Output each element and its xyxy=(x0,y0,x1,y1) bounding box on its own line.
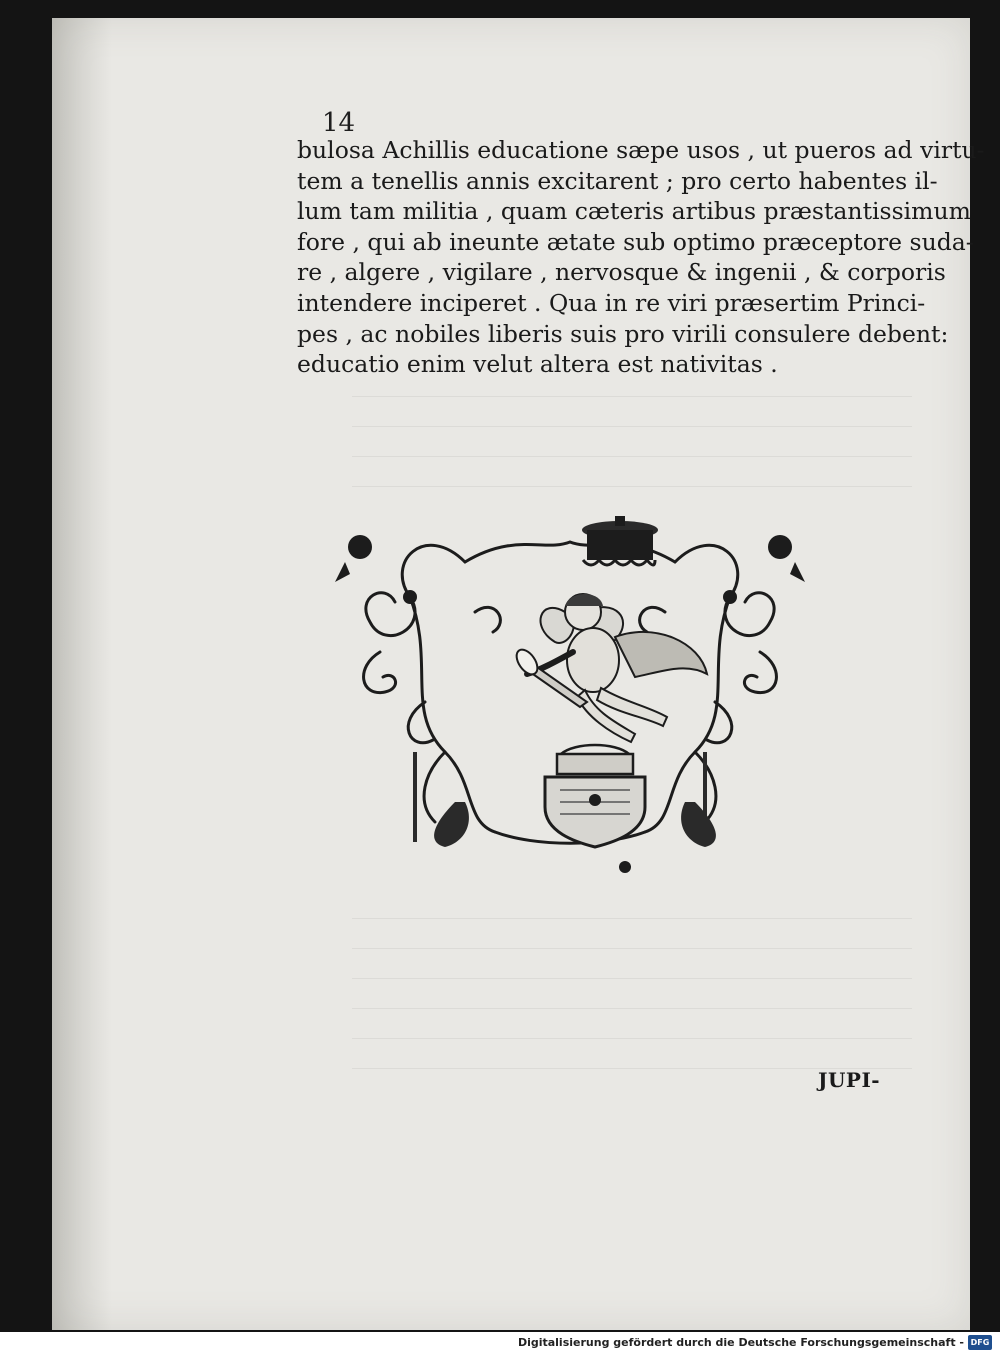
show-through-line xyxy=(352,396,912,397)
page-number: 14 xyxy=(322,108,356,138)
show-through-line xyxy=(352,978,912,979)
text-line: re , algere , vigilare , nervosque & ingenii , & corporis xyxy=(297,258,946,287)
text-line: fore , qui ab ineunte ætate sub optimo præceptore suda- xyxy=(297,227,974,256)
show-through-line xyxy=(352,456,912,457)
text-line: tem a tenellis annis excitarent ; pro certo habentes il- xyxy=(297,166,938,195)
body-text xyxy=(297,135,985,380)
text-line: lum tam militia , quam cæteris artibus præstantissimum xyxy=(297,197,971,226)
text-line: educatio enim velut altera est nativitas . xyxy=(297,350,778,379)
footer-bar xyxy=(0,1332,1000,1355)
show-through-line xyxy=(352,1038,912,1039)
show-through-line xyxy=(352,918,912,919)
text-line: intendere inciperet . Qua in re viri præsertim Princi- xyxy=(297,288,926,317)
ornamental-vignette xyxy=(315,502,825,877)
dfg-logo-icon: DFG xyxy=(968,1335,992,1350)
text-line: pes , ac nobiles liberis suis pro virili consulere debent: xyxy=(297,319,949,348)
show-through-line xyxy=(352,1008,912,1009)
text-line: bulosa Achillis educatione sæpe usos , ut pueros ad virtu- xyxy=(297,136,985,164)
show-through-line xyxy=(352,948,912,949)
show-through-line xyxy=(352,426,912,427)
catchword: JUPI- xyxy=(818,1068,881,1092)
show-through-line xyxy=(352,486,912,487)
spine-shadow xyxy=(52,18,112,1330)
footer-credit: Digitalisierung gefördert durch die Deutsche Forschungsgemeinschaft - xyxy=(517,1336,964,1349)
